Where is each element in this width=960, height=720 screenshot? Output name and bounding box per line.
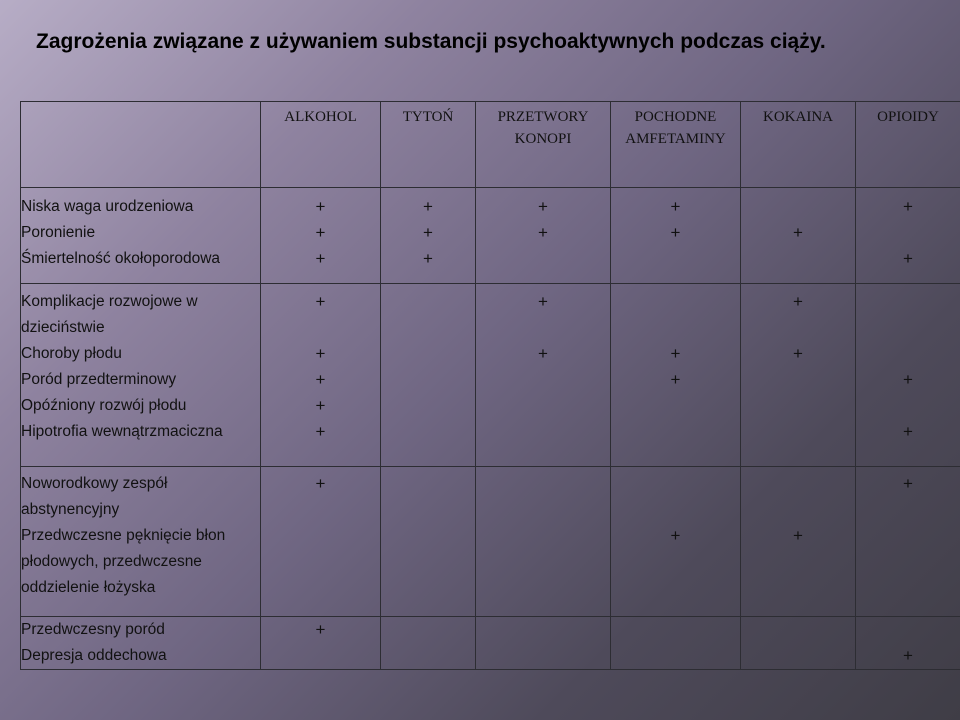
mark: +: [423, 197, 433, 216]
row-label: Komplikacje rozwojowe w: [21, 293, 198, 310]
mark-cell: [476, 467, 611, 617]
mark: [476, 393, 610, 419]
mark: +: [315, 249, 326, 268]
mark: +: [315, 474, 326, 493]
mark: [476, 471, 610, 497]
mark: [261, 643, 380, 669]
mark: +: [538, 292, 548, 311]
mark: [741, 617, 855, 643]
row-label: Śmiertelność okołoporodowa: [21, 250, 221, 267]
mark: +: [538, 197, 548, 216]
mark: +: [315, 620, 326, 639]
mark: [381, 315, 475, 341]
mark-cell: [611, 617, 741, 670]
mark-cell: [611, 284, 741, 467]
mark: +: [793, 223, 803, 242]
mark: +: [903, 249, 913, 268]
row-labels: [21, 188, 261, 284]
mark: [476, 419, 610, 445]
mark: [381, 471, 475, 497]
row-label: Noworodkowy zespół: [21, 475, 168, 492]
mark: +: [903, 422, 913, 441]
mark: [476, 497, 610, 523]
mark: +: [670, 344, 681, 363]
mark: +: [315, 197, 326, 216]
mark: [261, 315, 380, 341]
mark: [856, 575, 960, 601]
mark-cell: [381, 617, 476, 670]
mark: +: [903, 474, 913, 493]
mark: [856, 220, 960, 246]
mark: +: [670, 526, 681, 545]
mark: +: [903, 197, 913, 216]
mark-cell: [741, 188, 856, 284]
mark: [476, 367, 610, 393]
mark: [261, 497, 380, 523]
row-label: Przedwczesne pęknięcie błon: [21, 527, 226, 544]
mark: [741, 549, 855, 575]
row-label: oddzielenie łożyska: [21, 579, 156, 596]
mark: [741, 194, 855, 220]
mark: [741, 471, 855, 497]
mark-cell: [741, 284, 856, 467]
mark: [611, 393, 740, 419]
mark-cell: [741, 617, 856, 670]
mark: +: [315, 422, 326, 441]
mark: +: [793, 292, 803, 311]
column-header: OPIOIDY: [856, 102, 960, 188]
mark: [476, 617, 610, 643]
mark: +: [315, 344, 326, 363]
mark: [381, 393, 475, 419]
mark-cell: [381, 188, 476, 284]
mark-cell: [261, 188, 381, 284]
row-label: Poronienie: [21, 224, 96, 241]
mark: +: [538, 344, 548, 363]
mark: [261, 549, 380, 575]
mark-cell: [856, 617, 960, 670]
row-label: dzieciństwie: [21, 319, 105, 336]
mark: +: [793, 526, 803, 545]
mark: [741, 315, 855, 341]
mark-cell: [261, 284, 381, 467]
mark-cell: [856, 188, 960, 284]
mark: [856, 393, 960, 419]
mark: +: [538, 223, 548, 242]
mark: +: [315, 396, 326, 415]
mark: +: [903, 646, 913, 665]
mark: +: [670, 223, 681, 242]
mark-cell: [856, 284, 960, 467]
mark: +: [315, 370, 326, 389]
row-label: płodowych, przedwczesne: [21, 553, 202, 570]
mark: [611, 315, 740, 341]
row-label: Przedwczesny poród: [21, 621, 165, 638]
mark: [381, 289, 475, 315]
mark: +: [315, 292, 326, 311]
mark: [611, 497, 740, 523]
header-row: [21, 102, 960, 188]
mark-cell: [261, 617, 381, 670]
mark: [741, 497, 855, 523]
mark-cell: [476, 188, 611, 284]
mark: [381, 643, 475, 669]
row-group: [21, 188, 960, 284]
mark-cell: [261, 467, 381, 617]
row-labels: [21, 617, 261, 670]
mark-cell: [611, 188, 741, 284]
row-label: Niska waga urodzeniowa: [21, 198, 194, 215]
row-label: Hipotrofia wewnątrzmaciczna: [21, 423, 223, 440]
mark: [381, 523, 475, 549]
mark: [856, 549, 960, 575]
mark: +: [670, 370, 681, 389]
mark: [476, 575, 610, 601]
mark: +: [903, 370, 913, 389]
mark: [261, 575, 380, 601]
mark: [741, 393, 855, 419]
mark: [856, 523, 960, 549]
column-header: TYTOŃ: [381, 102, 476, 188]
mark: [476, 643, 610, 669]
column-header: PRZETWORY KONOPI: [476, 102, 611, 188]
mark: +: [793, 344, 803, 363]
mark: [741, 246, 855, 272]
row-label: Poród przedterminowy: [21, 371, 177, 388]
row-label: Depresja oddechowa: [21, 647, 167, 664]
mark: [381, 367, 475, 393]
mark: [381, 617, 475, 643]
mark: [611, 246, 740, 272]
row-label: abstynencyjny: [21, 501, 120, 518]
row-group: [21, 617, 960, 670]
mark: [381, 575, 475, 601]
mark: +: [423, 249, 433, 268]
risk-table: [20, 101, 960, 670]
row-label: Opóźniony rozwój płodu: [21, 397, 187, 414]
mark: +: [423, 223, 433, 242]
mark: [381, 419, 475, 445]
mark-cell: [476, 284, 611, 467]
mark: [741, 419, 855, 445]
mark: [476, 549, 610, 575]
mark: [611, 617, 740, 643]
mark-cell: [381, 467, 476, 617]
mark: [476, 523, 610, 549]
mark-cell: [856, 467, 960, 617]
mark: [741, 643, 855, 669]
mark: [381, 341, 475, 367]
mark: [611, 575, 740, 601]
row-labels: [21, 467, 261, 617]
mark-cell: [476, 617, 611, 670]
column-header: POCHODNE AMFETAMINY: [611, 102, 741, 188]
mark: [856, 497, 960, 523]
mark: [381, 549, 475, 575]
mark: [856, 315, 960, 341]
mark: [381, 497, 475, 523]
mark: [741, 367, 855, 393]
mark-cell: [741, 467, 856, 617]
mark: [261, 523, 380, 549]
row-labels: [21, 284, 261, 467]
column-header: ALKOHOL: [261, 102, 381, 188]
mark: [476, 315, 610, 341]
mark: +: [670, 197, 681, 216]
mark: [856, 341, 960, 367]
mark: [611, 643, 740, 669]
row-group: [21, 467, 960, 617]
mark-cell: [381, 284, 476, 467]
slide-title: Zagrożenia związane z używaniem substancji psychoaktywnych podczas ciąży.: [36, 30, 826, 53]
mark: [856, 617, 960, 643]
mark: [611, 419, 740, 445]
table-body: [21, 188, 960, 670]
mark-cell: [611, 467, 741, 617]
header-corner: [21, 102, 261, 188]
row-label: Choroby płodu: [21, 345, 122, 362]
column-header: KOKAINA: [741, 102, 856, 188]
mark: [856, 289, 960, 315]
mark: [611, 289, 740, 315]
mark: +: [315, 223, 326, 242]
mark: [476, 246, 610, 272]
row-group: [21, 284, 960, 467]
mark: [611, 471, 740, 497]
mark: [741, 575, 855, 601]
mark: [611, 549, 740, 575]
